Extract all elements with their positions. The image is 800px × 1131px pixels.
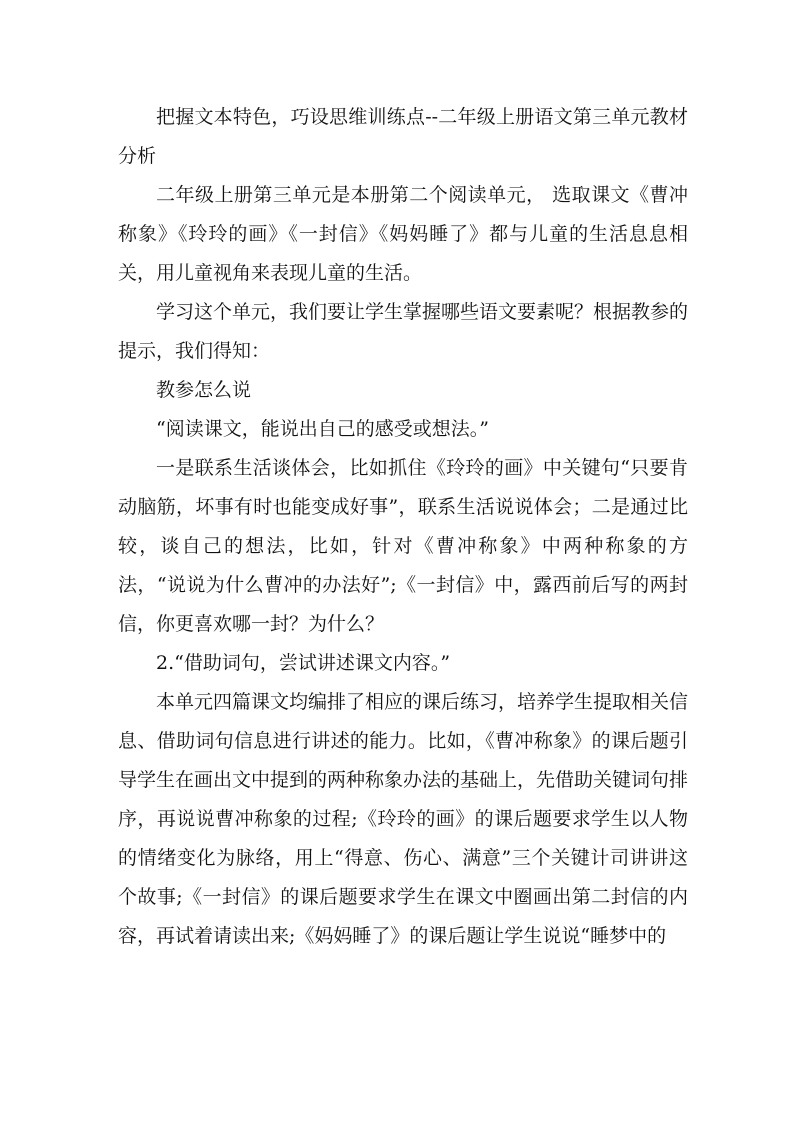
section-heading: 教参怎么说 [156, 379, 252, 401]
paragraph-intro: 二年级上册第三单元是本册第二个阅读单元， 选取课文《曹冲称象》《玲玲的画》《一封信》《妈妈睡了》都与儿童的生活息息相关，用儿童视角来表现儿童的生活。 [118, 184, 688, 284]
quote-point-2: 2.“借助词句，尝试讲述课文内容。” [156, 652, 451, 674]
document-body [118, 98, 688, 956]
paragraph-explanation-2: 本单元四篇课文均编排了相应的课后练习，培养学生提取相关信息、借助词句信息进行讲述的能力。比如，《曹冲称象》的课后题引导学生在画出文中提到的两种称象办法的基础上，先借助关键词句排序，再说说曹冲称象的过程;《玲玲的画》的课后题要求学生以人物的情绪变化为脉络，用上“得意、伤心、满意”三个关键计司讲讲这个故事;《一封信》的课后题要求学生在课文中圈画出第二封信的内容，再试着请读出来;《妈妈睡了》的课后题让学生说说“睡梦中的 [118, 691, 689, 947]
quote-point-1: “阅读课文，能说出自己的感受或想法。” [156, 418, 489, 440]
document-title: 把握文本特色，巧设思维训练点--二年级上册语文第三单元教材分析 [118, 106, 688, 167]
paragraph-explanation-1: 一是联系生活谈体会，比如抓住《玲玲的画》中关键句“只要肯动脑筋，坏事有时也能变成好事”，联系生活说说体会；二是通过比较，谈自己的想法，比如，针对《曹冲称象》中两种称象的方法，“说说为什么曹冲的办法好”;《一封信》中，露西前后写的两封信，你更喜欢哪一封？为什么？ [118, 457, 688, 635]
paragraph-question: 学习这个单元，我们要让学生掌握哪些语文要素呢？根据教参的提示，我们得知： [118, 301, 689, 362]
